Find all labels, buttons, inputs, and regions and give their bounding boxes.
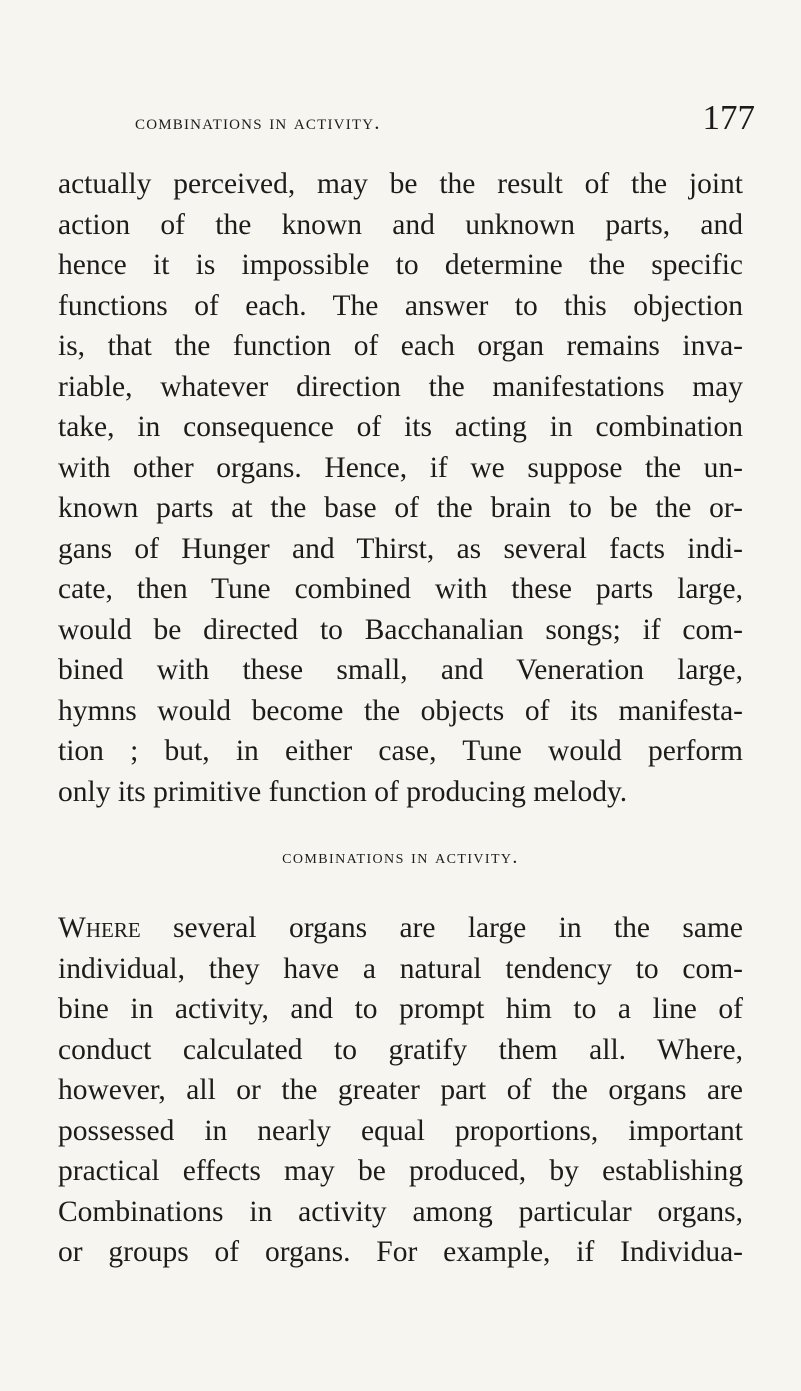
- text-line: known parts at the base of the brain to be the or-: [58, 492, 743, 524]
- text-line: riable, whatever direction the manifestations may: [58, 370, 743, 403]
- text-line: functions of each. The answer to this objection: [58, 289, 743, 322]
- page-number: 177: [702, 98, 755, 137]
- paragraph-continuation: [58, 164, 743, 812]
- opening-word: Where: [58, 912, 141, 944]
- text-line: tion ; but, in either case, Tune would perform: [58, 735, 743, 767]
- first-line-rest: several organs are large in the same: [140, 912, 743, 944]
- text-line: Combinations in activity among particular organs,: [58, 1195, 743, 1228]
- text-line: would be directed to Bacchanalian songs; if com-: [58, 613, 743, 646]
- text-line: bined with these small, and Veneration large,: [58, 654, 743, 686]
- text-line-first: [58, 908, 743, 949]
- text-line: actually perceived, may be the result of the joint: [58, 168, 743, 200]
- text-line: or groups of organs. For example, if Individua-: [58, 1236, 743, 1268]
- running-title: combinations in activity.: [135, 110, 381, 134]
- text-line: conduct calculated to gratify them all. Where,: [58, 1033, 743, 1066]
- section-paragraph: [58, 908, 743, 1273]
- text-line: bine in activity, and to prompt him to a line of: [58, 993, 743, 1025]
- text-line: individual, they have a natural tendency to com-: [58, 952, 743, 985]
- text-line: with other organs. Hence, if we suppose the un-: [58, 451, 743, 484]
- text-line: only its primitive function of producing melody.: [58, 775, 628, 808]
- text-line: hence it is impossible to determine the specific: [58, 249, 743, 281]
- text-line: however, all or the greater part of the organs are: [58, 1074, 743, 1106]
- text-line: hymns would become the objects of its manifesta-: [58, 694, 743, 727]
- running-head: [135, 98, 755, 138]
- text-line: action of the known and unknown parts, and: [58, 208, 743, 241]
- text-line: practical effects may be produced, by establishing: [58, 1155, 743, 1187]
- section-heading: combinations in activity.: [282, 846, 519, 868]
- text-line: take, in consequence of its acting in combination: [58, 411, 743, 443]
- text-line: is, that the function of each organ remains inva-: [58, 330, 743, 362]
- text-line: gans of Hunger and Thirst, as several facts indi-: [58, 532, 743, 565]
- text-line: cate, then Tune combined with these parts large,: [58, 573, 743, 605]
- text-line: possessed in nearly equal proportions, important: [58, 1114, 743, 1147]
